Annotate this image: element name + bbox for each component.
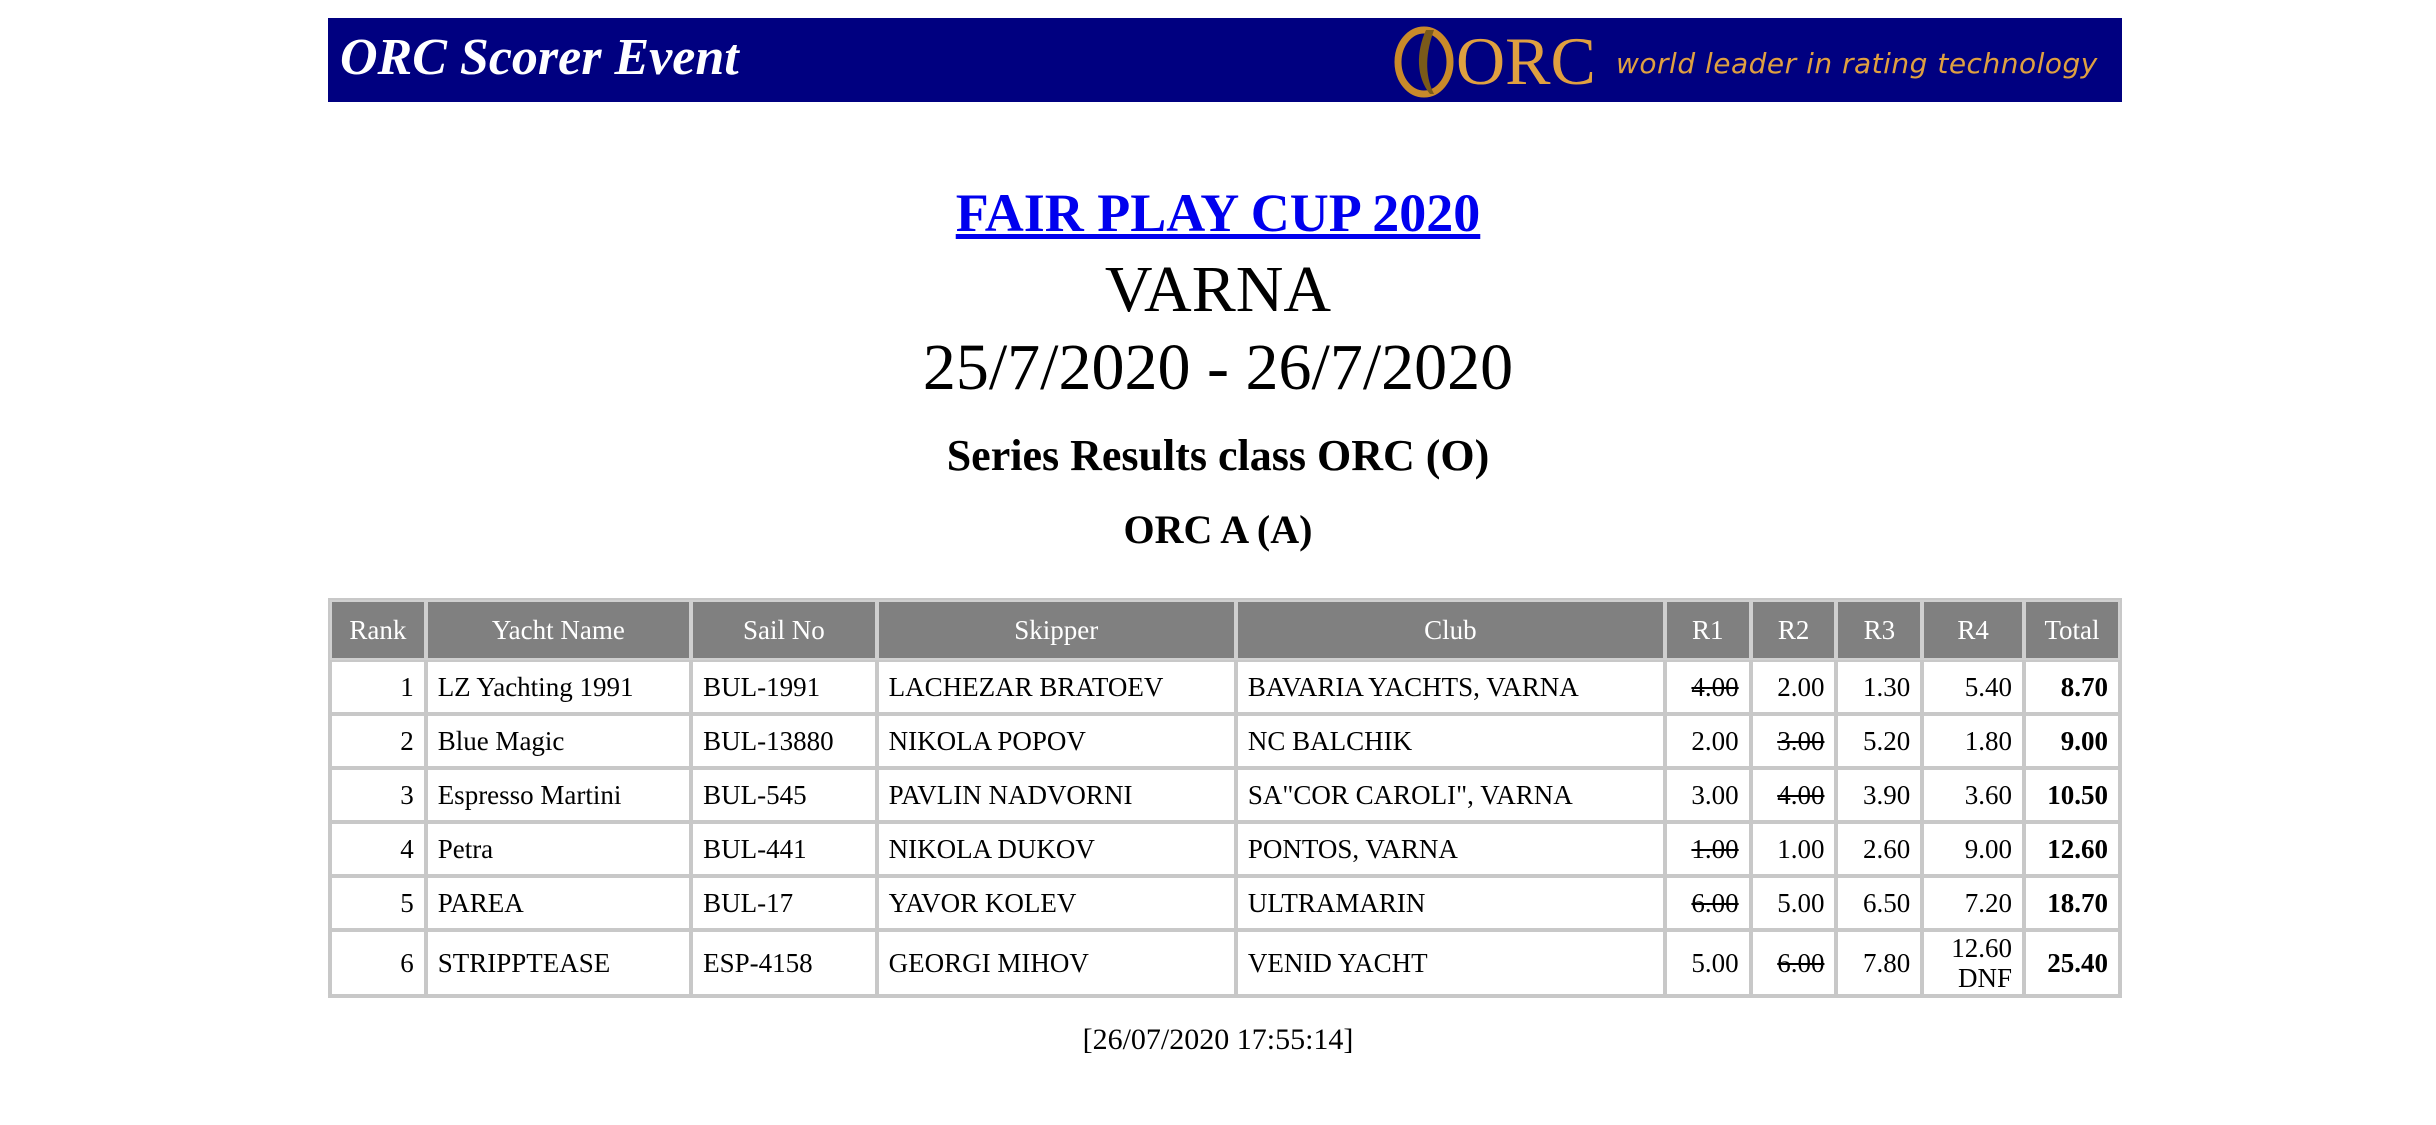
table-row	[330, 660, 2120, 714]
r4-score: 7.20	[1964, 887, 2013, 918]
column-header: Yacht Name	[426, 600, 691, 660]
skipper-cell: LACHEZAR BRATOEV	[877, 660, 1236, 714]
r3-score-cell: 2.60	[1836, 822, 1922, 876]
r1-score-cell: 5.00	[1665, 930, 1751, 996]
rank-cell: 6	[330, 930, 426, 996]
total-score-cell: 18.70	[2024, 876, 2120, 930]
column-header: Sail No	[691, 600, 877, 660]
r4-score: 1.80	[1964, 725, 2013, 756]
r4-score-cell	[1922, 822, 2024, 876]
rank-cell: 4	[330, 822, 426, 876]
banner-tagline: world leader in rating technology	[1616, 47, 2098, 80]
r4-score: 9.00	[1964, 833, 2013, 864]
sail-no-cell: BUL-1991	[691, 660, 877, 714]
sail-no-cell: BUL-13880	[691, 714, 877, 768]
column-header: Club	[1236, 600, 1665, 660]
club-cell: VENID YACHT	[1236, 930, 1665, 996]
r1-score-cell: 2.00	[1665, 714, 1751, 768]
r3-score-cell: 6.50	[1836, 876, 1922, 930]
total-score-cell: 10.50	[2024, 768, 2120, 822]
r4-score: 5.40	[1964, 671, 2013, 702]
event-venue: VARNA	[1104, 253, 1332, 326]
total-score-cell: 25.40	[2024, 930, 2120, 996]
sail-no-cell: BUL-545	[691, 768, 877, 822]
skipper-cell: PAVLIN NADVORNI	[877, 768, 1236, 822]
banner-title: ORC Scorer Event	[340, 29, 739, 86]
rank-cell: 2	[330, 714, 426, 768]
yacht-name-cell: Blue Magic	[426, 714, 691, 768]
logo-text: ORC	[1456, 23, 1596, 98]
r4-score-cell	[1922, 660, 2024, 714]
rank-cell: 5	[330, 876, 426, 930]
club-cell: SA"COR CAROLI", VARNA	[1236, 768, 1665, 822]
club-cell: ULTRAMARIN	[1236, 876, 1665, 930]
yacht-name-cell: Espresso Martini	[426, 768, 691, 822]
r2-score-cell: 4.00	[1751, 768, 1837, 822]
r3-score-cell: 3.90	[1836, 768, 1922, 822]
r4-score-cell	[1922, 930, 2024, 996]
rank-cell: 3	[330, 768, 426, 822]
series-title: Series Results class ORC (O)	[946, 431, 1490, 480]
r3-score-cell: 5.20	[1836, 714, 1922, 768]
skipper-cell: NIKOLA DUKOV	[877, 822, 1236, 876]
r1-score-cell: 1.00	[1665, 822, 1751, 876]
r4-score: 12.60	[1951, 933, 2013, 963]
event-dates: 25/7/2020 - 26/7/2020	[922, 331, 1514, 404]
total-score-cell: 12.60	[2024, 822, 2120, 876]
r2-score-cell: 6.00	[1751, 930, 1837, 996]
r2-score-cell: 2.00	[1751, 660, 1837, 714]
skipper-cell: NIKOLA POPOV	[877, 714, 1236, 768]
total-score-cell: 9.00	[2024, 714, 2120, 768]
r2-score-cell: 1.00	[1751, 822, 1837, 876]
table-row	[330, 822, 2120, 876]
sail-no-cell: BUL-17	[691, 876, 877, 930]
club-cell: BAVARIA YACHTS, VARNA	[1236, 660, 1665, 714]
table-row	[330, 876, 2120, 930]
column-header: Rank	[330, 600, 426, 660]
r1-score-cell: 3.00	[1665, 768, 1751, 822]
generated-timestamp: [26/07/2020 17:55:14]	[1082, 1023, 1354, 1056]
skipper-cell: GEORGI MIHOV	[877, 930, 1236, 996]
total-score-cell: 8.70	[2024, 660, 2120, 714]
sail-no-cell: BUL-441	[691, 822, 877, 876]
r3-score-cell: 7.80	[1836, 930, 1922, 996]
r4-score: 3.60	[1964, 779, 2013, 810]
r4-penalty-code: DNF	[1958, 963, 2013, 993]
r4-score-cell	[1922, 768, 2024, 822]
orc-logo	[1386, 22, 1606, 98]
r4-score-cell	[1922, 714, 2024, 768]
yacht-name-cell: LZ Yachting 1991	[426, 660, 691, 714]
column-header: Total	[2024, 600, 2120, 660]
skipper-cell: YAVOR KOLEV	[877, 876, 1236, 930]
r2-score-cell: 5.00	[1751, 876, 1837, 930]
club-cell: NC BALCHIK	[1236, 714, 1665, 768]
table-row	[330, 714, 2120, 768]
yacht-name-cell: PAREA	[426, 876, 691, 930]
r1-score-cell: 4.00	[1665, 660, 1751, 714]
table-row	[330, 768, 2120, 822]
r2-score-cell: 3.00	[1751, 714, 1837, 768]
yacht-name-cell: STRIPPTEASE	[426, 930, 691, 996]
club-cell: PONTOS, VARNA	[1236, 822, 1665, 876]
table-header-row	[330, 600, 2120, 660]
column-header: R3	[1836, 600, 1922, 660]
column-header: R2	[1751, 600, 1837, 660]
class-title: ORC A (A)	[1123, 507, 1313, 552]
r1-score-cell: 6.00	[1665, 876, 1751, 930]
column-header: R1	[1665, 600, 1751, 660]
event-title	[0, 180, 2436, 246]
event-name-link[interactable]: FAIR PLAY CUP 2020	[955, 183, 1481, 243]
column-header: R4	[1922, 600, 2024, 660]
table-row	[330, 930, 2120, 996]
sail-no-cell: ESP-4158	[691, 930, 877, 996]
r3-score-cell: 1.30	[1836, 660, 1922, 714]
header-banner	[328, 18, 2122, 102]
column-header: Skipper	[877, 600, 1236, 660]
results-table	[328, 598, 2122, 998]
r4-score-cell	[1922, 876, 2024, 930]
yacht-name-cell: Petra	[426, 822, 691, 876]
rank-cell: 1	[330, 660, 426, 714]
